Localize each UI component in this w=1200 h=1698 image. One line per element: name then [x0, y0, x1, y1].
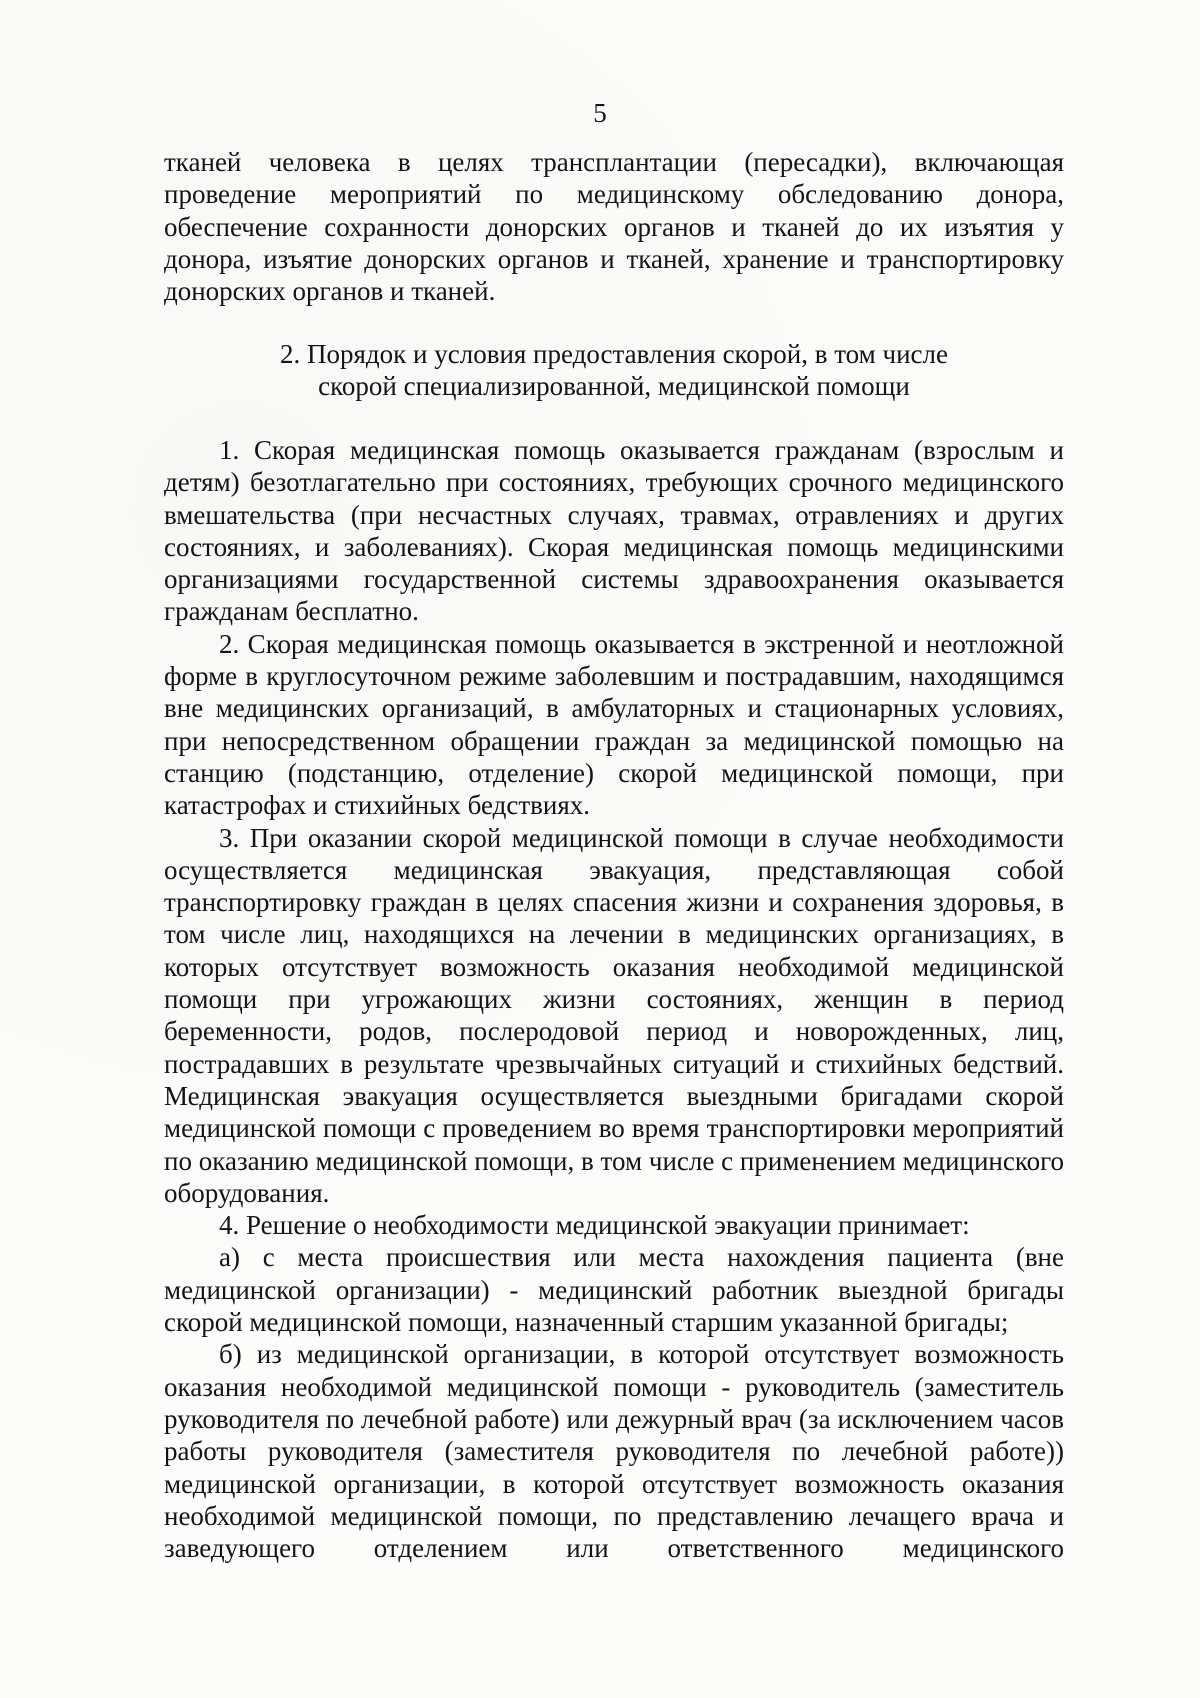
paragraph-4b: б) из медицинской организации, в которой отсутствует возможность оказания необходимой медицинской помощи - руководитель (заместитель руководителя по лечебной работе) или дежурный врач (за исключением часов работы руководителя (заместителя руководителя по лечебной работе)) медицинской организации, в которой отсутствует возможность оказания необходимой медицинской помощи, по представлению лечащего врача и заведующего отделением или ответственного медицинского: [164, 1339, 1064, 1564]
paragraph-2: 2. Скорая медицинская помощь оказывается в экстренной и неотложной форме в круглосуточном режиме заболевшим и пострадавшим, находящимся вне медицинских организаций, в амбулаторных и стационарных условиях, при непосредственном обращении граждан за медицинской помощью на станцию (подстанцию, отделение) скорой медицинской помощи, при катастрофах и стихийных бедствиях.: [164, 628, 1064, 821]
section-heading-line-2: скорой специализированной, медицинской помощи: [318, 371, 910, 401]
section-body: [164, 434, 1064, 1564]
section-heading-line-1: 2. Порядок и условия предоставления скорой, в том числе: [280, 339, 948, 369]
page-number: 5: [593, 98, 607, 128]
paragraph-1: 1. Скорая медицинская помощь оказывается гражданам (взрослым и детям) безотлагательно при состояниях, требующих срочного медицинского вмешательства (при несчастных случаях, травмах, отравлениях и других состояниях, и заболеваниях). Скорая медицинская помощь медицинскими организациями государственной системы здравоохранения оказывается гражданам бесплатно.: [164, 435, 1064, 627]
paragraph-4a: а) с места происшествия или места нахождения пациента (вне медицинской организации) - медицинский работник выездной бригады скорой медицинской помощи, назначенный старшим указанной бригады;: [164, 1242, 1064, 1338]
paragraph-3: 3. При оказании скорой медицинской помощи в случае необходимости осуществляется медицинская эвакуация, представляющая собой транспортировку граждан в целях спасения жизни и сохранения здоровья, в том числе лиц, находящихся на лечении в медицинских организациях, в которых отсутствует возможность оказания необходимой медицинской помощи при угрожающих жизни состояниях, женщин в период беременности, родов, послеродовой период и новорожденных, лиц, пострадавших в результате чрезвычайных ситуаций и стихийных бедствий. Медицинская эвакуация осуществляется выездными бригадами скорой медицинской помощи с проведением во время транспортировки мероприятий по оказанию медицинской помощи, в том числе с применением медицинского оборудования.: [164, 822, 1064, 1208]
section-heading: [164, 338, 1064, 402]
intro-text-block: [164, 146, 1064, 307]
paragraph-4: 4. Решение о необходимости медицинской эвакуации принимает:: [219, 1210, 970, 1241]
intro-paragraph: тканей человека в целях трансплантации (пересадки), включающая проведение мероприятий по медицинскому обследованию донора, обеспечение сохранности донорских органов и тканей до их изъятия у донора, изъятие донорских органов и тканей, хранение и транспортировку донорских органов и тканей.: [164, 147, 1064, 307]
